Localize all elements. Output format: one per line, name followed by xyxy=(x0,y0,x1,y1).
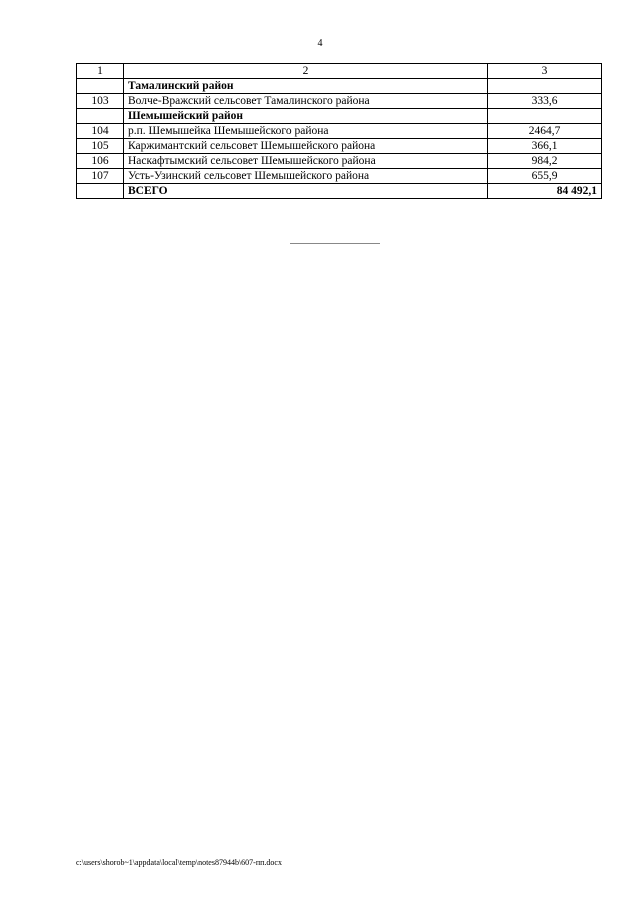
row-name: р.п. Шемышейка Шемышейского района xyxy=(124,124,488,139)
table-row-district-tamala xyxy=(77,79,602,94)
row-value xyxy=(488,79,602,94)
row-value: 2464,7 xyxy=(488,124,602,139)
row-number: 105 xyxy=(77,139,124,154)
row-number: 107 xyxy=(77,169,124,184)
total-value: 84 492,1 xyxy=(488,184,602,199)
page-number: 4 xyxy=(317,38,323,49)
row-name: Каржимантский сельсовет Шемышейского района xyxy=(124,139,488,154)
row-value xyxy=(488,109,602,124)
header-cell-2: 2 xyxy=(124,64,488,79)
header-cell-1: 1 xyxy=(77,64,124,79)
row-value: 984,2 xyxy=(488,154,602,169)
row-name: ВСЕГО xyxy=(124,184,488,199)
row-number xyxy=(77,109,124,124)
row-value: 366,1 xyxy=(488,139,602,154)
row-value: 655,9 xyxy=(488,169,602,184)
row-name: Волче-Вражский сельсовет Тамалинского района xyxy=(124,94,488,109)
row-value: 333,6 xyxy=(488,94,602,109)
row-number: 104 xyxy=(77,124,124,139)
row-number xyxy=(77,79,124,94)
separator-line xyxy=(290,243,380,244)
data-table xyxy=(76,63,602,199)
table-row xyxy=(77,124,602,139)
row-name: Тамалинский район xyxy=(124,79,488,94)
table-row xyxy=(77,169,602,184)
table-row-total xyxy=(77,184,602,199)
row-number: 106 xyxy=(77,154,124,169)
row-name: Наскафтымский сельсовет Шемышейского района xyxy=(124,154,488,169)
row-number: 103 xyxy=(77,94,124,109)
table-header-row xyxy=(77,64,602,79)
table-row xyxy=(77,154,602,169)
table-row xyxy=(77,94,602,109)
row-number xyxy=(77,184,124,199)
row-name: Шемышейский район xyxy=(124,109,488,124)
footer-file-path: c:\users\shorob~1\appdata\local\temp\notes87944b\607-пп.docx xyxy=(76,858,282,867)
header-cell-3: 3 xyxy=(488,64,602,79)
table-row-district-shemysheyka xyxy=(77,109,602,124)
row-name: Усть-Узинский сельсовет Шемышейского района xyxy=(124,169,488,184)
table-row xyxy=(77,139,602,154)
